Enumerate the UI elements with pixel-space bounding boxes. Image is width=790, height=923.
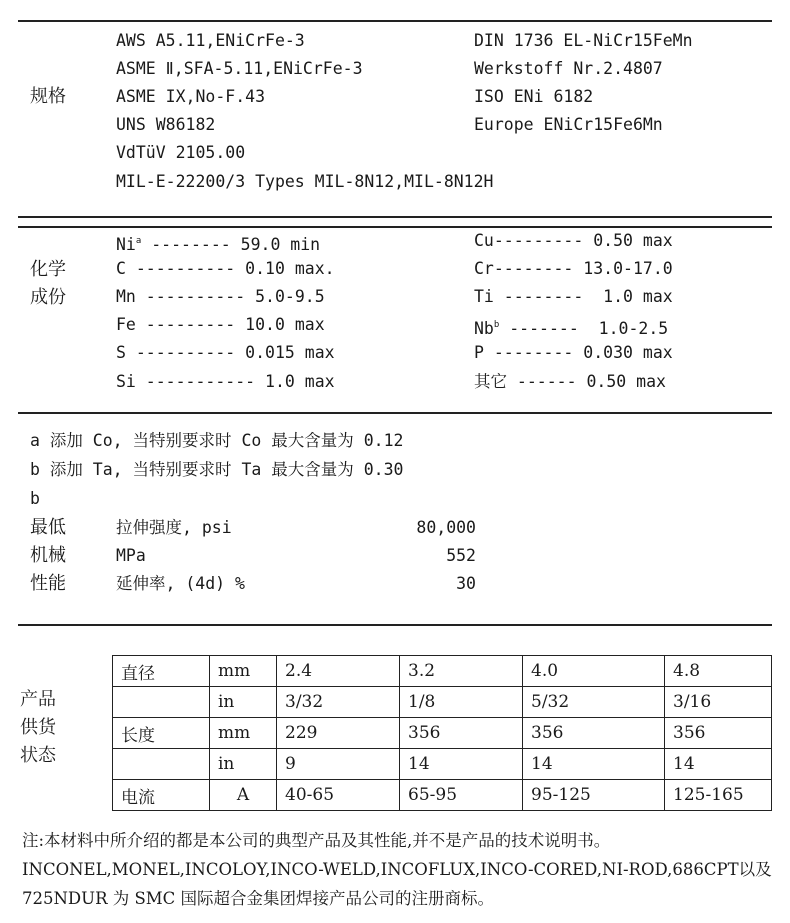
- footnote-marker: a: [135, 236, 142, 246]
- spec-right-1: Werkstoff Nr.2.4807: [474, 59, 663, 78]
- element-value: 0.015 max: [235, 343, 335, 362]
- table-row: [113, 656, 772, 687]
- dash-leader: -------: [499, 319, 579, 338]
- table-row: [113, 749, 772, 780]
- mech-label-2: 机械: [30, 545, 66, 566]
- table-cell: A: [210, 780, 277, 811]
- rule-spec-bottom: [18, 216, 772, 218]
- footnote-marker: b: [493, 320, 500, 330]
- element-value: 1.0 max: [583, 287, 673, 306]
- table-cell: 4.0: [523, 656, 665, 687]
- table-cell: 14: [523, 749, 665, 780]
- table-cell: 电流: [113, 780, 210, 811]
- mech-value-1: 552: [446, 546, 476, 565]
- table-cell: 40-65: [277, 780, 400, 811]
- table-cell: 14: [665, 749, 772, 780]
- table-cell: 3/16: [665, 687, 772, 718]
- dash-leader: --------: [493, 287, 584, 306]
- chem-left-row: [116, 311, 325, 339]
- chem-right-row: [474, 255, 673, 283]
- spec-right-2: ISO ENi 6182: [474, 87, 594, 106]
- element-value: 0.10 max.: [235, 259, 335, 278]
- supply-label-1: 产品: [20, 689, 56, 710]
- element-symbol: Ni: [116, 235, 136, 254]
- table-cell: 229: [277, 718, 400, 749]
- table-cell: [113, 749, 210, 780]
- element-symbol: Si: [116, 372, 136, 391]
- chem-right-row: [474, 283, 673, 311]
- chem-label-1: 化学: [30, 259, 66, 280]
- table-cell: 2.4: [277, 656, 400, 687]
- table-cell: 4.8: [665, 656, 772, 687]
- spec-left-0: AWS A5.11,ENiCrFe-3: [116, 31, 305, 50]
- dash-leader: --------: [493, 259, 574, 278]
- chem-right-row: [474, 368, 666, 396]
- table-row: [113, 687, 772, 718]
- table-cell: in: [210, 687, 277, 718]
- table-cell: 65-95: [400, 780, 523, 811]
- table-cell: mm: [210, 656, 277, 687]
- element-symbol: Nb: [474, 319, 494, 338]
- element-symbol: P: [474, 343, 484, 362]
- element-value: 0.50 max: [583, 231, 673, 250]
- table-cell: 356: [400, 718, 523, 749]
- element-value: 1.0-2.5: [578, 319, 669, 338]
- footnote: 注:本材料中所介绍的都是本公司的典型产品及其性能,并不是产品的技术说明书。INCONEL,MONEL,INCOLOY,INCO-WELD,INCOFLUX,INCO-CORED,NI-ROD,686CPT以及 725NDUR 为 SMC 国际超合金集团焊接产品公司的注册商标。: [22, 831, 772, 908]
- chem-left-row: [116, 339, 335, 367]
- dash-leader: ---------: [135, 315, 236, 334]
- element-symbol: Fe: [116, 315, 136, 334]
- element-value: 5.0-9.5: [245, 287, 325, 306]
- dash-leader: ------: [507, 372, 577, 391]
- element-value: 1.0 max: [255, 372, 335, 391]
- mech-value-0: 80,000: [416, 518, 476, 537]
- supply-table: [112, 655, 772, 811]
- element-symbol: Ti: [474, 287, 494, 306]
- element-symbol: Cr: [474, 259, 494, 278]
- spec-right-0: DIN 1736 EL-NiCr15FeMn: [474, 31, 693, 50]
- mech-value-2: 30: [456, 574, 476, 593]
- element-symbol: Cu: [474, 231, 494, 250]
- chem-right-row: [474, 227, 673, 255]
- table-cell: in: [210, 749, 277, 780]
- spec-left-3: UNS W86182: [116, 115, 216, 134]
- table-cell: 5/32: [523, 687, 665, 718]
- table-cell: 9: [277, 749, 400, 780]
- element-value: 59.0 min: [230, 235, 321, 254]
- element-symbol: C: [116, 259, 126, 278]
- table-cell: 356: [665, 718, 772, 749]
- table-cell: 直径: [113, 656, 210, 687]
- dash-leader: ----------: [125, 343, 236, 362]
- supply-label-3: 状态: [20, 745, 56, 766]
- table-cell: 14: [400, 749, 523, 780]
- spec-label: 规格: [30, 86, 66, 107]
- table-cell: mm: [210, 718, 277, 749]
- note-b: b 添加 Ta, 当特别要求时 Ta 最大含量为 0.30: [30, 460, 404, 479]
- mech-label-1: 最低: [30, 517, 66, 538]
- chem-right-row: [474, 339, 673, 367]
- dash-leader: --------: [483, 343, 574, 362]
- spec-left-4: VdTüV 2105.00: [116, 143, 246, 162]
- chem-left-row: [116, 283, 325, 311]
- dash-leader: ---------: [493, 231, 584, 250]
- spec-right-3: Europe ENiCr15Fe6Mn: [474, 115, 663, 134]
- table-cell: 356: [523, 718, 665, 749]
- table-cell: 125-165: [665, 780, 772, 811]
- dash-leader: --------: [141, 235, 231, 254]
- mech-name-1: MPa: [116, 546, 146, 565]
- chem-left-row: [116, 255, 335, 283]
- element-symbol: 其它: [474, 372, 507, 391]
- rule-top: [18, 20, 772, 22]
- chem-left-row: [116, 368, 335, 396]
- table-cell: 3/32: [277, 687, 400, 718]
- element-value: 0.030 max: [573, 343, 673, 362]
- table-cell: 95-125: [523, 780, 665, 811]
- table-row: [113, 780, 772, 811]
- spec-left-1: ASME Ⅱ,SFA-5.11,ENiCrFe-3: [116, 59, 363, 78]
- spec-left-5: MIL-E-22200/3 Types MIL-8N12,MIL-8N12H: [116, 172, 494, 191]
- mech-name-0: 拉伸强度, psi: [116, 518, 232, 537]
- mech-name-2: 延伸率, (4d) %: [116, 574, 245, 593]
- table-cell: 3.2: [400, 656, 523, 687]
- table-cell: 长度: [113, 718, 210, 749]
- element-value: 0.50 max: [576, 372, 666, 391]
- rule-chem-end: [18, 412, 772, 414]
- table-cell: [113, 687, 210, 718]
- table-row: [113, 718, 772, 749]
- element-symbol: Mn: [116, 287, 136, 306]
- dash-leader: ----------: [135, 287, 246, 306]
- mech-label-3: 性能: [30, 573, 66, 594]
- note-a: a 添加 Co, 当特别要求时 Co 最大含量为 0.12: [30, 431, 404, 450]
- dash-leader: -----------: [135, 372, 256, 391]
- chem-label-2: 成份: [30, 287, 66, 308]
- spec-left-2: ASME IX,No-F.43: [116, 87, 266, 106]
- table-cell: 1/8: [400, 687, 523, 718]
- element-symbol: S: [116, 343, 126, 362]
- element-value: 13.0-17.0: [573, 259, 673, 278]
- element-value: 10.0 max: [235, 315, 325, 334]
- rule-mech-end: [18, 624, 772, 626]
- note-b2: b: [30, 489, 40, 508]
- dash-leader: ----------: [125, 259, 236, 278]
- supply-label-2: 供货: [20, 717, 56, 738]
